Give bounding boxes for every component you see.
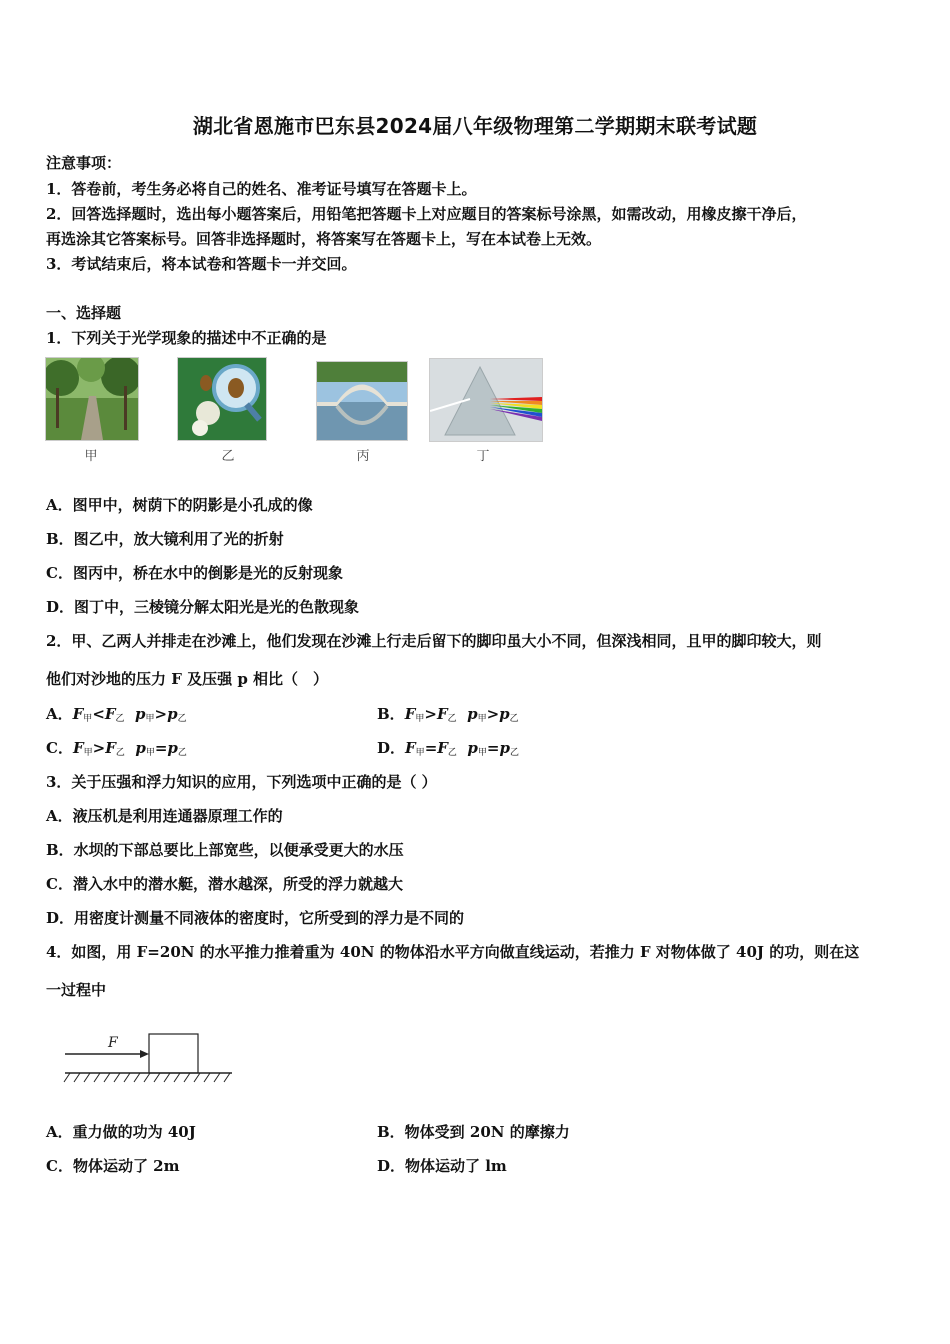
q3-option-b: B．水坝的下部总要比上部宽些，以便承受更大的水压 — [46, 841, 404, 859]
q1-option-d: D．图丁中，三棱镜分解太阳光是光的色散现象 — [46, 598, 360, 616]
q2-stem-line1: 2．甲、乙两人并排走在沙滩上，他们发现在沙滩上行走后留下的脚印虽大小不同，但深浅相同，且甲的脚印较大，则 — [46, 632, 822, 650]
q1-caption: 甲 — [84, 449, 98, 464]
q2-option-d: D．$F_甲=F_乙$ $p_甲=p_乙$ — [377, 739, 519, 758]
page-title: 湖北省恩施市巴东县2024届八年级物理第二学期期末联考试题 — [192, 114, 758, 138]
q1-caption: 乙 — [221, 449, 235, 464]
notice-item: 3．考试结束后，将本试卷和答题卡一并交回。 — [46, 255, 357, 273]
q1-image-bing — [316, 361, 408, 441]
q1-stem: 1．下列关于光学现象的描述中不正确的是 — [46, 329, 327, 347]
q1-caption: 丁 — [476, 449, 490, 464]
notice-item: 1．答卷前，考生务必将自己的姓名、准考证号填写在答题卡上。 — [46, 180, 477, 198]
q2-option-a: A．$F_甲<F_乙$ $p_甲>p_乙$ — [46, 705, 187, 724]
q2-stem-line2: 他们对沙地的压力 F 及压强 p 相比（ ） — [46, 670, 329, 688]
q4-stem-line2: 一过程中 — [46, 981, 107, 999]
section-heading: 一、选择题 — [46, 304, 122, 322]
q4-option-a: A．重力做的功为 40J — [46, 1123, 196, 1141]
force-label: F — [108, 1035, 118, 1051]
q3-option-c: C．潜入水中的潜水艇，潜水越深，所受的浮力就越大 — [46, 875, 403, 893]
ground-hatch — [64, 1073, 230, 1082]
q2-option-b: B．$F_甲>F_乙$ $p_甲>p_乙$ — [377, 705, 519, 724]
q4-option-d: D．物体运动了 lm — [377, 1157, 507, 1175]
q1-caption: 丙 — [356, 449, 370, 464]
q1-option-a: A．图甲中，树荫下的阴影是小孔成的像 — [46, 496, 313, 514]
q4-option-b: B．物体受到 20N 的摩擦力 — [377, 1123, 570, 1141]
q1-image-jia — [45, 357, 139, 441]
notice-item: 2．回答选择题时，选出每小题答案后，用铅笔把答题卡上对应题目的答案标号涂黑，如需改动，用橡皮擦干净后， — [46, 205, 807, 223]
block — [149, 1034, 198, 1073]
q4-force-diagram — [60, 1025, 235, 1095]
q3-option-d: D．用密度计测量不同液体的密度时，它所受到的浮力是不同的 — [46, 909, 465, 927]
q1-option-c: C．图丙中，桥在水中的倒影是光的反射现象 — [46, 564, 343, 582]
force-arrowhead — [140, 1050, 149, 1058]
notice-item: 再选涂其它答案标号。回答非选择题时，将答案写在答题卡上，写在本试卷上无效。 — [46, 230, 602, 248]
q1-image-yi — [177, 357, 267, 441]
notice-heading: 注意事项： — [46, 154, 122, 172]
q1-option-b: B．图乙中，放大镜利用了光的折射 — [46, 530, 284, 548]
q3-stem: 3．关于压强和浮力知识的应用，下列选项中正确的是（ ） — [46, 773, 437, 791]
q3-option-a: A．液压机是利用连通器原理工作的 — [46, 807, 283, 825]
q1-image-ding — [429, 358, 543, 442]
q4-stem-line1: 4．如图，用 F=20N 的水平推力推着重为 40N 的物体沿水平方向做直线运动，若推力 F 对物体做了 40J 的功，则在这 — [46, 943, 860, 961]
q4-option-c: C．物体运动了 2m — [46, 1157, 180, 1175]
q2-option-c: C．$F_甲>F_乙$ $p_甲=p_乙$ — [46, 739, 187, 758]
